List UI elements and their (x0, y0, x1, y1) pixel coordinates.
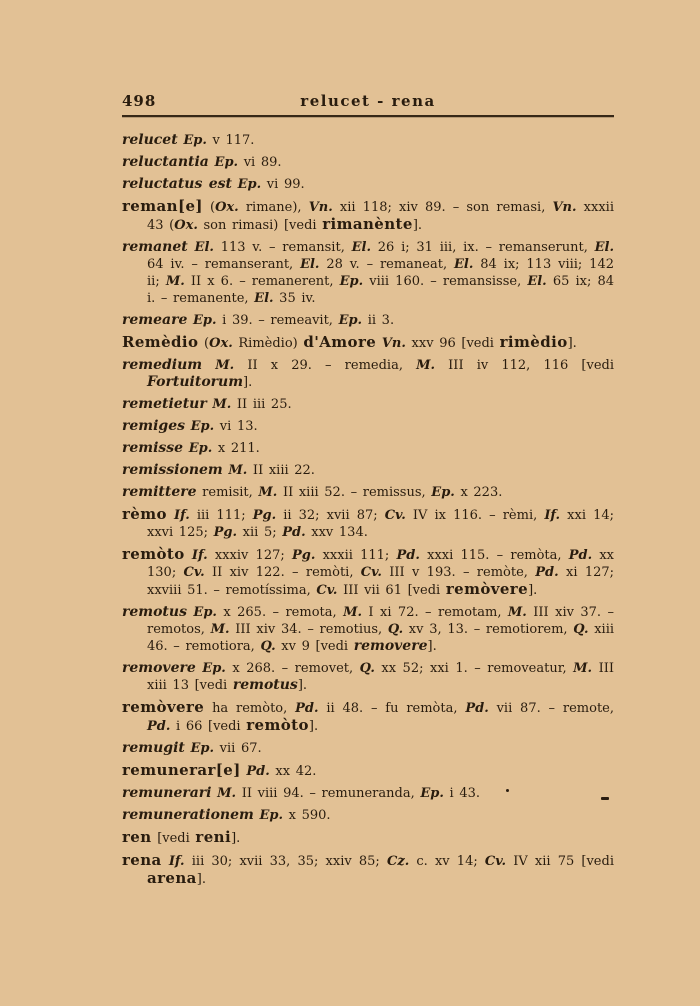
entry-segment: If. (174, 508, 190, 523)
entry-segment: ]. (412, 218, 423, 233)
entry-segment: Q. (359, 661, 375, 676)
entry-segment: El. (300, 257, 320, 272)
entry-rena (122, 847, 614, 888)
entry-segment: Pg. (213, 525, 238, 540)
entry-segment: ha remòto, (204, 701, 296, 716)
scan-artifact-dash (601, 797, 609, 800)
entry-segment (202, 358, 215, 373)
entry-segment: M. (212, 397, 232, 412)
text-block (122, 92, 614, 888)
entry-segment: Pd. (295, 701, 319, 716)
entry-segment: i 43. (443, 786, 480, 801)
entry-segment: x 223. (454, 485, 503, 500)
entry-segment: x 268. – removet, (225, 661, 360, 676)
entry-segment: ii 48. – fu remòta, (318, 701, 466, 716)
entry-segment: M. (165, 274, 185, 289)
entry-segment (188, 240, 195, 255)
headword: reluctantia (122, 154, 209, 170)
entry-segment: xv 9 [vedi (275, 639, 354, 654)
entry-segment: vi 99. (261, 177, 305, 192)
entry-segment (162, 854, 169, 869)
entry-segment: ]. (231, 831, 241, 846)
entry-segment: xx 52; xxi 1. – removeatur, (374, 661, 574, 676)
headword: remunerationem (122, 807, 254, 823)
entry-segment: Rimèdio) (232, 336, 304, 351)
headword: remissionem (122, 462, 223, 478)
entry-segment: Ep. (339, 274, 364, 289)
entry-segment: Ep. (193, 313, 217, 328)
entry-segment: If. (168, 854, 185, 869)
entry-segment: 28 v. – remaneat, (319, 257, 454, 272)
entry-segment: xxxii 43 ( (147, 200, 614, 233)
entry-remanet (122, 234, 614, 307)
entry-segment: Ox. (209, 336, 233, 351)
entry-segment: Ep. (214, 155, 239, 170)
entry-reman-e (122, 193, 614, 234)
entry-segment: Pd. (282, 525, 306, 540)
entry-segment: Pd. (246, 764, 270, 779)
entry-remotus (122, 599, 614, 655)
headword: remòvere (122, 698, 205, 716)
entry-segment: rimane), (238, 200, 309, 215)
entry-segment: Q. (260, 639, 276, 654)
entry-segment: i 66 [vedi (170, 719, 247, 734)
entry-relucet (122, 127, 614, 149)
entry-segment: arena (147, 869, 197, 887)
entry-segment: rimèdio (499, 333, 568, 351)
entry-segment: M. (217, 786, 237, 801)
entry-remoto (122, 541, 614, 599)
entry-segment: xi 127; xxviii 51. – remotíssima, (147, 565, 615, 598)
entry-segment: El. (453, 257, 474, 272)
entry-segment: II viii 94. – remuneranda, (236, 786, 421, 801)
entry-segment: ii 32; xvii 87; (276, 508, 385, 523)
entry-segment: M. (228, 463, 248, 478)
entry-segment: III xiv 34. – remotius, (229, 622, 388, 637)
entry-segment: Pd. (465, 701, 489, 716)
headword: remunerar[e] (122, 761, 241, 779)
entry-segment: II x 29. – remedia, (234, 358, 417, 373)
entry-segment: IV xii 75 [vedi (506, 854, 614, 869)
headword: rèmo (122, 505, 167, 523)
entry-segment: Pg. (252, 508, 277, 523)
entry-segment: El. (254, 291, 274, 306)
entry-segment: son rimasi) [vedi (197, 218, 323, 233)
entry-segment: M. (507, 605, 527, 620)
headword: ren (122, 828, 152, 846)
entry-segment: rimanènte (322, 215, 413, 233)
entry-segment: vii 87. – remote, (488, 701, 614, 716)
entry-remedio-d-amore (122, 329, 614, 352)
entry-segment: Ox. (174, 218, 198, 233)
entry-segment: remisit, (196, 485, 259, 500)
entry-segment: El. (194, 240, 214, 255)
entry-segment: Cv. (316, 583, 338, 598)
entry-segment: ( (202, 200, 216, 215)
headword: rena (122, 851, 162, 869)
page-number: 498 (122, 92, 157, 110)
entry-ren (122, 824, 614, 847)
entry-segment: xx 130; (147, 548, 615, 580)
entry-segment: III xiii 13 [vedi (147, 661, 615, 693)
headword: remittere (122, 484, 197, 500)
entry-segment: IV ix 116. – rèmi, (405, 508, 545, 523)
entry-segment: Vn. (308, 200, 333, 215)
entry-segment: Q. (573, 622, 589, 637)
headword: remotus (122, 604, 187, 620)
entry-segment: ii 3. (362, 313, 395, 328)
entry-segment (167, 508, 174, 523)
entry-segment: xxxi 115. – remòta, (419, 548, 569, 563)
entry-segment: Pd. (568, 548, 593, 563)
entry-segment: vii 67. (214, 741, 262, 756)
header-rule (122, 115, 614, 117)
entry-segment: d'Amore (303, 333, 377, 351)
entry-segment: ]. (567, 336, 577, 351)
entry-remunerationem (122, 802, 614, 824)
entry-segment: Cv. (384, 508, 406, 523)
entry-segment: El. (527, 274, 547, 289)
entry-remisse (122, 435, 614, 457)
entries (122, 127, 614, 888)
entry-remittere (122, 479, 614, 501)
entry-segment: Vn. (381, 336, 406, 351)
entry-remunerar-e (122, 757, 614, 780)
entry-segment: III vii 61 [vedi (337, 583, 446, 598)
headword: remedium (122, 357, 203, 373)
entry-reluctantia (122, 149, 614, 171)
entry-segment: x 211. (212, 441, 260, 456)
entry-segment: El. (351, 240, 371, 255)
entry-remedium (122, 352, 614, 391)
entry-segment: xxi 14; xxvi 125; (147, 508, 614, 540)
entry-segment: xii 5; (237, 525, 283, 540)
entry-segment: Pg. (291, 548, 316, 563)
entry-segment: I xi 72. – remotam, (362, 605, 508, 620)
entry-segment: III xiv 37. – remotos, (147, 605, 615, 637)
entry-segment: M. (215, 358, 235, 373)
entry-remiges (122, 413, 614, 435)
entry-segment: xx 42. (269, 764, 317, 779)
entry-remunerari (122, 780, 614, 802)
entry-segment: x 265. – remota, (216, 605, 344, 620)
entry-segment: Fortuitorum (147, 374, 244, 390)
entry-segment: Cv. (484, 854, 507, 869)
entry-segment: Ep. (188, 441, 213, 456)
entry-segment: II iii 25. (231, 397, 292, 412)
entry-segment: xxv 134. (305, 525, 368, 540)
headword: remunerari (122, 785, 212, 801)
entry-segment (185, 548, 192, 563)
headword: reman[e] (122, 197, 203, 215)
headword: remòto (122, 545, 185, 563)
entry-segment: If. (544, 508, 561, 523)
running-title: relucet - rena (300, 92, 436, 110)
entry-segment: [vedi (151, 831, 196, 846)
entry-segment: II xiii 52. – remissus, (277, 485, 432, 500)
entry-segment: iii 30; xvii 33, 35; xxiv 85; (184, 854, 387, 869)
entry-segment: Ep. (259, 808, 284, 823)
headword: remetietur (122, 396, 207, 412)
headword: relucet (122, 132, 178, 148)
entry-segment: M. (343, 605, 362, 620)
entry-segment: II x 6. – remanerent, (184, 274, 340, 289)
entry-segment: Ep. (202, 661, 226, 676)
entry-segment: reni (195, 828, 232, 846)
headword: removere (122, 660, 196, 676)
entry-segment: remotus (232, 677, 298, 693)
entry-segment: 84 ix; 113 viii; 142 ii; (147, 257, 614, 289)
entry-segment: xii 118; xiv 89. – son remasi, (332, 200, 553, 215)
entry-remissionem (122, 457, 614, 479)
entry-segment: M. (573, 661, 593, 676)
entry-segment: Cv. (183, 565, 205, 580)
entry-remo (122, 501, 614, 541)
entry-segment: Cz. (386, 854, 410, 869)
entry-segment: iii 111; (189, 508, 253, 523)
entry-segment: Q. (387, 622, 404, 637)
headword: reluctatus est (122, 176, 232, 192)
entry-remetietur (122, 391, 614, 413)
entry-segment: M. (416, 358, 436, 373)
entry-segment: ]. (196, 872, 207, 887)
entry-segment: Cv. (360, 565, 382, 580)
entry-segment: i 39. – remeavit, (216, 313, 339, 328)
entry-segment: Ep. (193, 605, 217, 620)
entry-segment: remòvere (445, 580, 529, 598)
entry-segment: 65 ix; 84 i. – remanente, (147, 274, 614, 306)
entry-segment: x 590. (283, 808, 331, 823)
entry-segment: Pd. (535, 565, 559, 580)
scan-artifact-dot (506, 789, 509, 792)
entry-segment: II xiv 122. – remòti, (204, 565, 361, 580)
entry-removere-it (122, 694, 614, 735)
entry-segment: Ep. (237, 177, 262, 192)
entry-segment: El. (594, 240, 615, 255)
entry-segment: ]. (308, 719, 319, 734)
entry-segment: 113 v. – remansit, (213, 240, 352, 255)
entry-removere-lat (122, 655, 614, 694)
entry-segment: Ep. (190, 419, 215, 434)
entry-segment: xv 3, 13. – remotiorem, (403, 622, 574, 637)
entry-segment: M. (258, 485, 278, 500)
entry-segment: ]. (427, 639, 437, 654)
entry-segment: III v 193. – remòte, (381, 565, 536, 580)
entry-segment: 35 iv. (273, 291, 316, 306)
entry-segment: vi 89. (238, 155, 282, 170)
entry-segment: xxv 96 [vedi (405, 336, 500, 351)
entry-segment: Ep. (190, 741, 215, 756)
entry-segment: Ep. (338, 313, 363, 328)
headword: Remèdio (122, 333, 199, 351)
entry-segment: viii 160. – remansisse, (363, 274, 528, 289)
page-header (122, 92, 614, 112)
entry-segment: Ep. (420, 786, 444, 801)
entry-segment: Ox. (215, 200, 239, 215)
entry-remugit (122, 735, 614, 757)
entry-segment: Ep. (431, 485, 455, 500)
entry-segment: III iv 112, 116 [vedi (435, 358, 614, 373)
entry-segment: xxxii 111; (315, 548, 397, 563)
entry-segment: Pd. (147, 719, 171, 734)
entry-segment: If. (191, 548, 208, 563)
entry-segment: v 117. (206, 133, 255, 148)
entry-segment: removere (353, 638, 428, 654)
entry-segment: M. (210, 622, 230, 637)
entry-segment: 26 i; 31 iii, ix. – remanserunt, (370, 240, 595, 255)
entry-segment: ]. (243, 375, 253, 390)
headword: remisse (122, 440, 184, 456)
entry-reluctatus-est (122, 171, 614, 193)
entry-segment: vi 13. (214, 419, 258, 434)
entry-segment: ]. (528, 583, 538, 598)
entry-segment: ]. (297, 678, 308, 693)
headword: remiges (122, 418, 185, 434)
entry-segment: 64 iv. – remanserant, (147, 257, 301, 272)
headword: remanet (122, 239, 188, 255)
headword: remeare (122, 312, 188, 328)
entry-segment: II xiii 22. (247, 463, 315, 478)
entry-segment: xiii 46. – remotiora, (147, 622, 615, 654)
entry-segment: xxxiv 127; (207, 548, 292, 563)
entry-segment: Ep. (183, 133, 207, 148)
entry-segment: remòto (246, 716, 309, 734)
entry-segment: ( (198, 336, 210, 351)
headword: remugit (122, 740, 185, 756)
entry-segment: Pd. (396, 548, 420, 563)
entry-segment: Vn. (552, 200, 577, 215)
entry-segment: c. xv 14; (409, 854, 485, 869)
entry-remeare (122, 307, 614, 329)
